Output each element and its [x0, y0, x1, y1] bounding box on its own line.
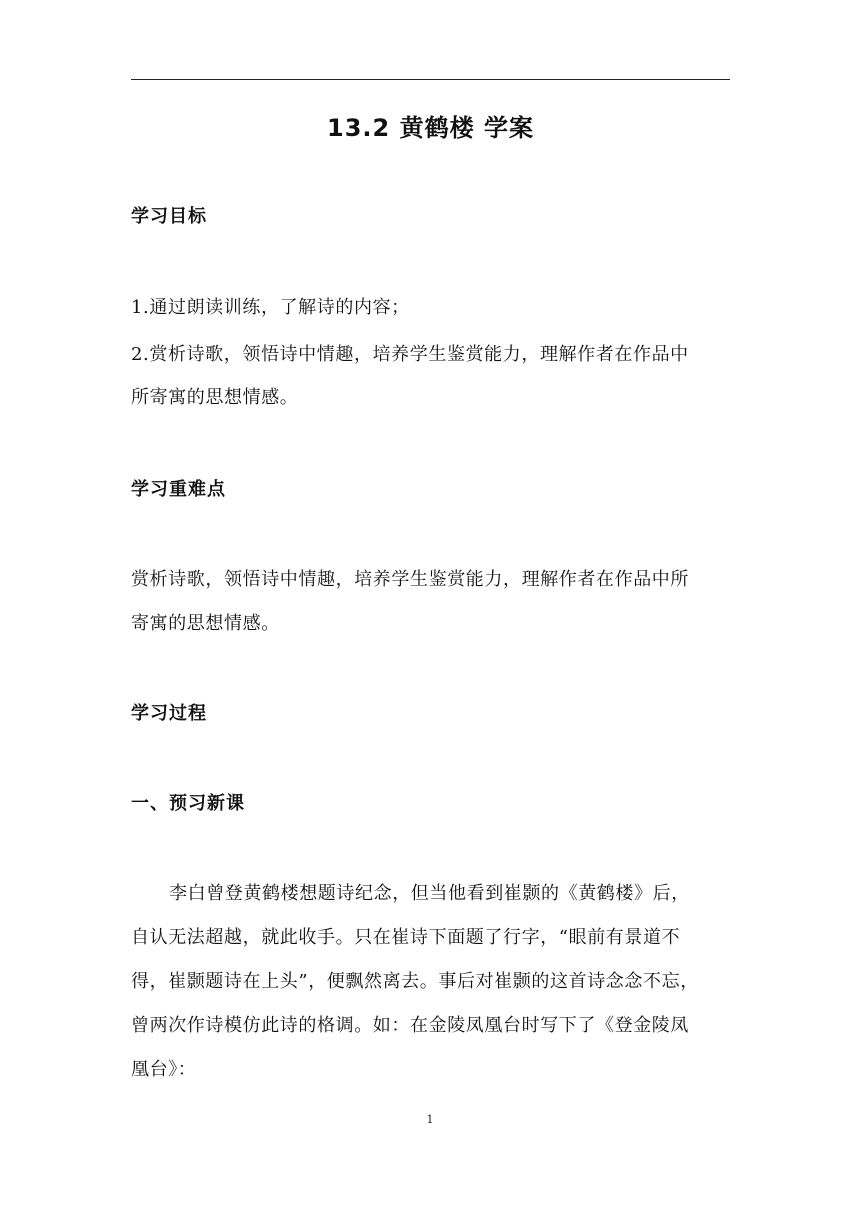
objective-item-1: 1.通过朗读训练，了解诗的内容； — [131, 297, 410, 318]
preview-paragraph-line-1: 李白曾登黄鹤楼想题诗纪念，但当他看到崔颢的《黄鹤楼》后， — [169, 883, 690, 904]
document-title: 13.2 黄鹤楼 学案 — [327, 114, 534, 142]
header-rule — [131, 79, 730, 80]
key-points-line-2: 寄寓的思想情感。 — [131, 613, 280, 634]
preview-paragraph-line-4: 曾两次作诗模仿此诗的格调。如：在金陵凤凰台时写下了《登金陵凤 — [131, 1015, 689, 1036]
preview-paragraph-line-3: 得，崔颢题诗在上头”，便飘然离去。事后对崔颢的这首诗念念不忘， — [131, 971, 699, 992]
objectives-heading: 学习目标 — [131, 206, 207, 227]
preview-paragraph-line-2: 自认无法超越，就此收手。只在崔诗下面题了行字，“眼前有景道不 — [131, 927, 681, 948]
process-heading: 学习过程 — [131, 703, 207, 724]
objective-item-2-line-2: 所寄寓的思想情感。 — [131, 387, 299, 408]
key-points-heading: 学习重难点 — [131, 479, 226, 500]
preview-paragraph-line-5: 凰台》： — [131, 1059, 197, 1080]
preview-heading: 一、预习新课 — [131, 793, 245, 814]
objective-item-2-line-1: 2.赏析诗歌，领悟诗中情趣，培养学生鉴赏能力，理解作者在作品中 — [131, 344, 689, 365]
key-points-line-1: 赏析诗歌，领悟诗中情趣，培养学生鉴赏能力，理解作者在作品中所 — [131, 569, 689, 590]
page-number: 1 — [426, 1113, 434, 1126]
